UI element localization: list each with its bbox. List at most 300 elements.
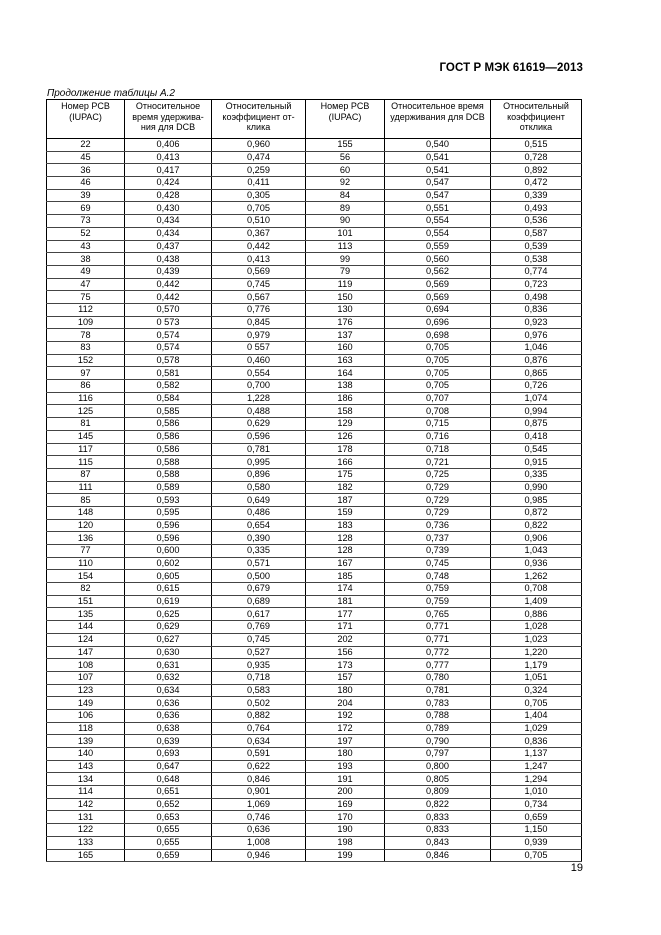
cell-pcb-number-2: 180: [306, 684, 385, 697]
cell-response-factor: 0,896: [212, 468, 306, 481]
cell-response-factor: 0,411: [212, 177, 306, 190]
cell-response-factor-2: 1,023: [491, 633, 582, 646]
cell-pcb-number: 152: [47, 354, 125, 367]
table-row: [47, 456, 582, 469]
cell-pcb-number: 154: [47, 570, 125, 583]
cell-retention-time-2: 0,797: [385, 748, 491, 761]
cell-pcb-number: 39: [47, 189, 125, 202]
cell-pcb-number: 151: [47, 595, 125, 608]
cell-retention-time-2: 0,729: [385, 481, 491, 494]
col-header-retention-time-2: Относительное время удерживания для DCB: [385, 100, 491, 139]
cell-pcb-number-2: 156: [306, 646, 385, 659]
table-row: [47, 849, 582, 862]
table-row: [47, 139, 582, 152]
cell-retention-time-2: 0,705: [385, 367, 491, 380]
cell-pcb-number: 120: [47, 519, 125, 532]
cell-response-factor-2: 0,774: [491, 265, 582, 278]
cell-response-factor-2: 0,734: [491, 798, 582, 811]
cell-pcb-number: 69: [47, 202, 125, 215]
table-row: [47, 227, 582, 240]
cell-response-factor: 0,745: [212, 278, 306, 291]
cell-pcb-number-2: 175: [306, 468, 385, 481]
cell-retention-time-2: 0,843: [385, 836, 491, 849]
cell-response-factor: 0,510: [212, 215, 306, 228]
cell-retention-time: 0,574: [125, 342, 212, 355]
table-row: [47, 506, 582, 519]
cell-response-factor-2: 0,985: [491, 494, 582, 507]
cell-retention-time: 0,638: [125, 722, 212, 735]
cell-retention-time: 0,632: [125, 671, 212, 684]
cell-retention-time-2: 0,833: [385, 811, 491, 824]
cell-pcb-number: 134: [47, 773, 125, 786]
table-row: [47, 735, 582, 748]
table-row: [47, 494, 582, 507]
cell-response-factor: 0,583: [212, 684, 306, 697]
table-row: [47, 709, 582, 722]
cell-retention-time-2: 0,541: [385, 151, 491, 164]
table-row: [47, 215, 582, 228]
cell-pcb-number-2: 99: [306, 253, 385, 266]
cell-response-factor-2: 1,150: [491, 824, 582, 837]
cell-response-factor: 0,488: [212, 405, 306, 418]
cell-response-factor: 0,617: [212, 608, 306, 621]
cell-pcb-number: 45: [47, 151, 125, 164]
cell-response-factor-2: 0,708: [491, 583, 582, 596]
cell-response-factor: 0,629: [212, 418, 306, 431]
cell-pcb-number: 83: [47, 342, 125, 355]
cell-retention-time-2: 0,790: [385, 735, 491, 748]
cell-response-factor: 0,845: [212, 316, 306, 329]
cell-retention-time: 0,653: [125, 811, 212, 824]
table-row: [47, 405, 582, 418]
cell-retention-time: 0,639: [125, 735, 212, 748]
table-row: [47, 646, 582, 659]
cell-retention-time: 0,636: [125, 709, 212, 722]
cell-pcb-number-2: 186: [306, 392, 385, 405]
cell-pcb-number-2: 130: [306, 303, 385, 316]
table-row: [47, 748, 582, 761]
cell-pcb-number-2: 171: [306, 621, 385, 634]
cell-response-factor: 1,228: [212, 392, 306, 405]
cell-pcb-number-2: 129: [306, 418, 385, 431]
cell-pcb-number-2: 101: [306, 227, 385, 240]
cell-pcb-number: 116: [47, 392, 125, 405]
cell-response-factor-2: 0,915: [491, 456, 582, 469]
cell-pcb-number: 142: [47, 798, 125, 811]
cell-response-factor: 0,460: [212, 354, 306, 367]
cell-response-factor-2: 0,536: [491, 215, 582, 228]
cell-retention-time-2: 0,822: [385, 798, 491, 811]
cell-response-factor-2: 0,994: [491, 405, 582, 418]
cell-pcb-number: 36: [47, 164, 125, 177]
table-row: [47, 786, 582, 799]
cell-response-factor: 0,474: [212, 151, 306, 164]
cell-pcb-number-2: 204: [306, 697, 385, 710]
table-row: [47, 583, 582, 596]
col-header-pcb-number-2: Номер PCB (IUPAC): [306, 100, 385, 139]
cell-retention-time: 0,600: [125, 545, 212, 558]
cell-pcb-number: 144: [47, 621, 125, 634]
cell-retention-time: 0,434: [125, 215, 212, 228]
cell-retention-time-2: 0,562: [385, 265, 491, 278]
cell-response-factor: 0,571: [212, 557, 306, 570]
cell-retention-time: 0,442: [125, 278, 212, 291]
cell-pcb-number: 115: [47, 456, 125, 469]
table-row: [47, 291, 582, 304]
table-header-row: [47, 100, 582, 139]
cell-response-factor-2: 0,923: [491, 316, 582, 329]
cell-pcb-number-2: 155: [306, 139, 385, 152]
cell-pcb-number: 135: [47, 608, 125, 621]
cell-response-factor-2: 0,886: [491, 608, 582, 621]
cell-pcb-number-2: 192: [306, 709, 385, 722]
cell-retention-time: 0,585: [125, 405, 212, 418]
cell-response-factor: 0,413: [212, 253, 306, 266]
cell-retention-time: 0,406: [125, 139, 212, 152]
cell-response-factor-2: 0,875: [491, 418, 582, 431]
cell-pcb-number: 82: [47, 583, 125, 596]
cell-pcb-number: 131: [47, 811, 125, 824]
cell-pcb-number: 85: [47, 494, 125, 507]
cell-retention-time: 0,584: [125, 392, 212, 405]
table-row: [47, 189, 582, 202]
table-row: [47, 278, 582, 291]
cell-response-factor: 0,705: [212, 202, 306, 215]
table-row: [47, 342, 582, 355]
cell-retention-time: 0,655: [125, 836, 212, 849]
cell-pcb-number-2: 128: [306, 532, 385, 545]
cell-pcb-number: 109: [47, 316, 125, 329]
cell-retention-time-2: 0,569: [385, 278, 491, 291]
cell-pcb-number-2: 190: [306, 824, 385, 837]
cell-response-factor: 0,569: [212, 265, 306, 278]
cell-pcb-number: 112: [47, 303, 125, 316]
table-row: [47, 443, 582, 456]
cell-retention-time-2: 0,698: [385, 329, 491, 342]
cell-response-factor-2: 0,705: [491, 849, 582, 862]
cell-pcb-number: 81: [47, 418, 125, 431]
table-row: [47, 798, 582, 811]
cell-pcb-number: 111: [47, 481, 125, 494]
table-row: [47, 824, 582, 837]
cell-pcb-number-2: 89: [306, 202, 385, 215]
cell-pcb-number-2: 159: [306, 506, 385, 519]
cell-response-factor-2: 0,892: [491, 164, 582, 177]
cell-retention-time-2: 0,809: [385, 786, 491, 799]
cell-retention-time: 0,615: [125, 583, 212, 596]
cell-response-factor-2: 1,137: [491, 748, 582, 761]
col-header-pcb-number: Номер PCB (IUPAC): [47, 100, 125, 139]
cell-retention-time: 0,586: [125, 418, 212, 431]
cell-pcb-number: 148: [47, 506, 125, 519]
cell-pcb-number-2: 202: [306, 633, 385, 646]
cell-pcb-number: 107: [47, 671, 125, 684]
cell-response-factor-2: 0,836: [491, 735, 582, 748]
cell-pcb-number: 165: [47, 849, 125, 862]
cell-retention-time: 0,596: [125, 532, 212, 545]
cell-retention-time: 0,602: [125, 557, 212, 570]
cell-response-factor: 0,305: [212, 189, 306, 202]
table-row: [47, 659, 582, 672]
cell-retention-time: 0,574: [125, 329, 212, 342]
cell-pcb-number: 97: [47, 367, 125, 380]
cell-pcb-number-2: 183: [306, 519, 385, 532]
cell-response-factor-2: 0,472: [491, 177, 582, 190]
cell-retention-time-2: 0,551: [385, 202, 491, 215]
cell-response-factor-2: 0,876: [491, 354, 582, 367]
table-row: [47, 316, 582, 329]
cell-retention-time: 0,581: [125, 367, 212, 380]
cell-pcb-number: 87: [47, 468, 125, 481]
cell-retention-time-2: 0,715: [385, 418, 491, 431]
cell-retention-time-2: 0,721: [385, 456, 491, 469]
cell-response-factor: 0,367: [212, 227, 306, 240]
cell-response-factor: 0,979: [212, 329, 306, 342]
cell-pcb-number: 43: [47, 240, 125, 253]
table-row: [47, 367, 582, 380]
cell-pcb-number-2: 193: [306, 760, 385, 773]
cell-response-factor: 0,846: [212, 773, 306, 786]
cell-response-factor: 0,689: [212, 595, 306, 608]
cell-retention-time: 0,438: [125, 253, 212, 266]
table-row: [47, 633, 582, 646]
cell-response-factor-2: 1,051: [491, 671, 582, 684]
cell-pcb-number-2: 56: [306, 151, 385, 164]
cell-retention-time: 0,413: [125, 151, 212, 164]
cell-response-factor-2: 1,404: [491, 709, 582, 722]
cell-pcb-number: 123: [47, 684, 125, 697]
table-row: [47, 468, 582, 481]
document-header: ГОСТ Р МЭК 61619—2013: [439, 62, 583, 74]
cell-response-factor-2: 0,726: [491, 380, 582, 393]
cell-response-factor: 0,946: [212, 849, 306, 862]
cell-pcb-number-2: 164: [306, 367, 385, 380]
cell-retention-time-2: 0,789: [385, 722, 491, 735]
table-row: [47, 608, 582, 621]
cell-retention-time: 0,578: [125, 354, 212, 367]
table-row: [47, 697, 582, 710]
cell-response-factor-2: 1,028: [491, 621, 582, 634]
cell-retention-time: 0,629: [125, 621, 212, 634]
cell-response-factor: 0,995: [212, 456, 306, 469]
cell-response-factor: 0,500: [212, 570, 306, 583]
cell-retention-time-2: 0,718: [385, 443, 491, 456]
cell-response-factor: 0,718: [212, 671, 306, 684]
cell-pcb-number: 86: [47, 380, 125, 393]
cell-retention-time-2: 0,560: [385, 253, 491, 266]
cell-response-factor-2: 0,728: [491, 151, 582, 164]
cell-pcb-number-2: 160: [306, 342, 385, 355]
table-row: [47, 392, 582, 405]
table-row: [47, 545, 582, 558]
cell-pcb-number-2: 191: [306, 773, 385, 786]
cell-response-factor: 0,901: [212, 786, 306, 799]
cell-retention-time: 0,647: [125, 760, 212, 773]
cell-pcb-number-2: 137: [306, 329, 385, 342]
cell-response-factor-2: 0,990: [491, 481, 582, 494]
cell-response-factor-2: 1,074: [491, 392, 582, 405]
cell-response-factor-2: 1,220: [491, 646, 582, 659]
cell-response-factor: 0,636: [212, 824, 306, 837]
pcb-retention-table: [46, 99, 582, 862]
table-row: [47, 722, 582, 735]
cell-retention-time-2: 0,696: [385, 316, 491, 329]
cell-pcb-number: 46: [47, 177, 125, 190]
cell-response-factor: 0,781: [212, 443, 306, 456]
cell-retention-time-2: 0,759: [385, 595, 491, 608]
cell-response-factor: 0,486: [212, 506, 306, 519]
cell-pcb-number-2: 90: [306, 215, 385, 228]
cell-pcb-number: 73: [47, 215, 125, 228]
cell-retention-time-2: 0,739: [385, 545, 491, 558]
cell-response-factor-2: 1,179: [491, 659, 582, 672]
cell-response-factor: 0,679: [212, 583, 306, 596]
cell-pcb-number-2: 84: [306, 189, 385, 202]
cell-retention-time-2: 0,846: [385, 849, 491, 862]
cell-pcb-number-2: 172: [306, 722, 385, 735]
cell-pcb-number-2: 199: [306, 849, 385, 862]
cell-pcb-number-2: 163: [306, 354, 385, 367]
cell-retention-time: 0,659: [125, 849, 212, 862]
cell-pcb-number: 47: [47, 278, 125, 291]
cell-response-factor-2: 1,262: [491, 570, 582, 583]
cell-pcb-number-2: 79: [306, 265, 385, 278]
cell-response-factor-2: 0,545: [491, 443, 582, 456]
cell-retention-time: 0,630: [125, 646, 212, 659]
cell-response-factor: 0,580: [212, 481, 306, 494]
cell-response-factor: 0,527: [212, 646, 306, 659]
cell-pcb-number: 145: [47, 430, 125, 443]
table-row: [47, 202, 582, 215]
cell-retention-time-2: 0,800: [385, 760, 491, 773]
cell-response-factor: 0,769: [212, 621, 306, 634]
cell-retention-time: 0,652: [125, 798, 212, 811]
cell-response-factor: 1,069: [212, 798, 306, 811]
cell-response-factor-2: 0,822: [491, 519, 582, 532]
cell-response-factor: 0,649: [212, 494, 306, 507]
cell-response-factor-2: 0,587: [491, 227, 582, 240]
cell-pcb-number-2: 177: [306, 608, 385, 621]
table-row: [47, 811, 582, 824]
cell-retention-time: 0 573: [125, 316, 212, 329]
cell-retention-time-2: 0,554: [385, 215, 491, 228]
cell-retention-time-2: 0,705: [385, 380, 491, 393]
cell-response-factor: 0,745: [212, 633, 306, 646]
table-row: [47, 760, 582, 773]
cell-retention-time: 0,589: [125, 481, 212, 494]
cell-pcb-number-2: 178: [306, 443, 385, 456]
cell-pcb-number: 125: [47, 405, 125, 418]
cell-pcb-number: 38: [47, 253, 125, 266]
cell-pcb-number-2: 92: [306, 177, 385, 190]
cell-pcb-number: 110: [47, 557, 125, 570]
table-row: [47, 418, 582, 431]
cell-pcb-number-2: 181: [306, 595, 385, 608]
cell-retention-time-2: 0,771: [385, 621, 491, 634]
table-row: [47, 519, 582, 532]
cell-pcb-number-2: 176: [306, 316, 385, 329]
cell-response-factor-2: 0,723: [491, 278, 582, 291]
cell-pcb-number: 77: [47, 545, 125, 558]
cell-response-factor-2: 0,498: [491, 291, 582, 304]
cell-retention-time: 0,593: [125, 494, 212, 507]
cell-retention-time: 0,634: [125, 684, 212, 697]
cell-pcb-number-2: 200: [306, 786, 385, 799]
cell-retention-time: 0,417: [125, 164, 212, 177]
cell-pcb-number-2: 157: [306, 671, 385, 684]
cell-retention-time: 0,631: [125, 659, 212, 672]
cell-pcb-number-2: 169: [306, 798, 385, 811]
cell-retention-time: 0,619: [125, 595, 212, 608]
table-row: [47, 570, 582, 583]
table-row: [47, 164, 582, 177]
cell-pcb-number: 149: [47, 697, 125, 710]
cell-retention-time-2: 0,705: [385, 354, 491, 367]
table-row: [47, 595, 582, 608]
cell-response-factor-2: 0,659: [491, 811, 582, 824]
cell-response-factor: 0,622: [212, 760, 306, 773]
cell-retention-time: 0,437: [125, 240, 212, 253]
col-header-retention-time: Относительное время удержива-ния для DCB: [125, 100, 212, 139]
cell-response-factor-2: 0,324: [491, 684, 582, 697]
cell-response-factor: 0,502: [212, 697, 306, 710]
cell-retention-time-2: 0,729: [385, 494, 491, 507]
cell-retention-time-2: 0,569: [385, 291, 491, 304]
table-row: [47, 684, 582, 697]
cell-response-factor: 0,776: [212, 303, 306, 316]
cell-retention-time: 0,439: [125, 265, 212, 278]
cell-response-factor: 0,746: [212, 811, 306, 824]
cell-pcb-number: 139: [47, 735, 125, 748]
cell-response-factor-2: 0,335: [491, 468, 582, 481]
cell-response-factor-2: 0,493: [491, 202, 582, 215]
cell-retention-time: 0,442: [125, 291, 212, 304]
cell-pcb-number-2: 166: [306, 456, 385, 469]
cell-response-factor-2: 1,043: [491, 545, 582, 558]
cell-retention-time: 0,588: [125, 456, 212, 469]
cell-retention-time: 0,625: [125, 608, 212, 621]
table-row: [47, 773, 582, 786]
cell-response-factor: 0,259: [212, 164, 306, 177]
cell-retention-time-2: 0,833: [385, 824, 491, 837]
cell-pcb-number-2: 198: [306, 836, 385, 849]
cell-response-factor: 0,960: [212, 139, 306, 152]
cell-retention-time-2: 0,729: [385, 506, 491, 519]
cell-retention-time: 0,434: [125, 227, 212, 240]
cell-response-factor: 0,634: [212, 735, 306, 748]
table-caption: Продолжение таблицы А.2: [47, 88, 175, 99]
cell-pcb-number: 75: [47, 291, 125, 304]
cell-pcb-number-2: 174: [306, 583, 385, 596]
cell-retention-time-2: 0,716: [385, 430, 491, 443]
page-number: 19: [570, 862, 583, 874]
cell-pcb-number: 143: [47, 760, 125, 773]
cell-pcb-number-2: 158: [306, 405, 385, 418]
cell-retention-time-2: 0,540: [385, 139, 491, 152]
cell-pcb-number: 49: [47, 265, 125, 278]
col-header-response-factor: Относительный коэффициент от-клика: [212, 100, 306, 139]
cell-response-factor-2: 1,029: [491, 722, 582, 735]
cell-response-factor: 0,764: [212, 722, 306, 735]
cell-response-factor: 0,700: [212, 380, 306, 393]
cell-retention-time-2: 0,777: [385, 659, 491, 672]
cell-retention-time-2: 0,783: [385, 697, 491, 710]
cell-response-factor: 0,554: [212, 367, 306, 380]
cell-pcb-number-2: 138: [306, 380, 385, 393]
cell-response-factor: 0,654: [212, 519, 306, 532]
cell-retention-time-2: 0,736: [385, 519, 491, 532]
cell-retention-time-2: 0,559: [385, 240, 491, 253]
